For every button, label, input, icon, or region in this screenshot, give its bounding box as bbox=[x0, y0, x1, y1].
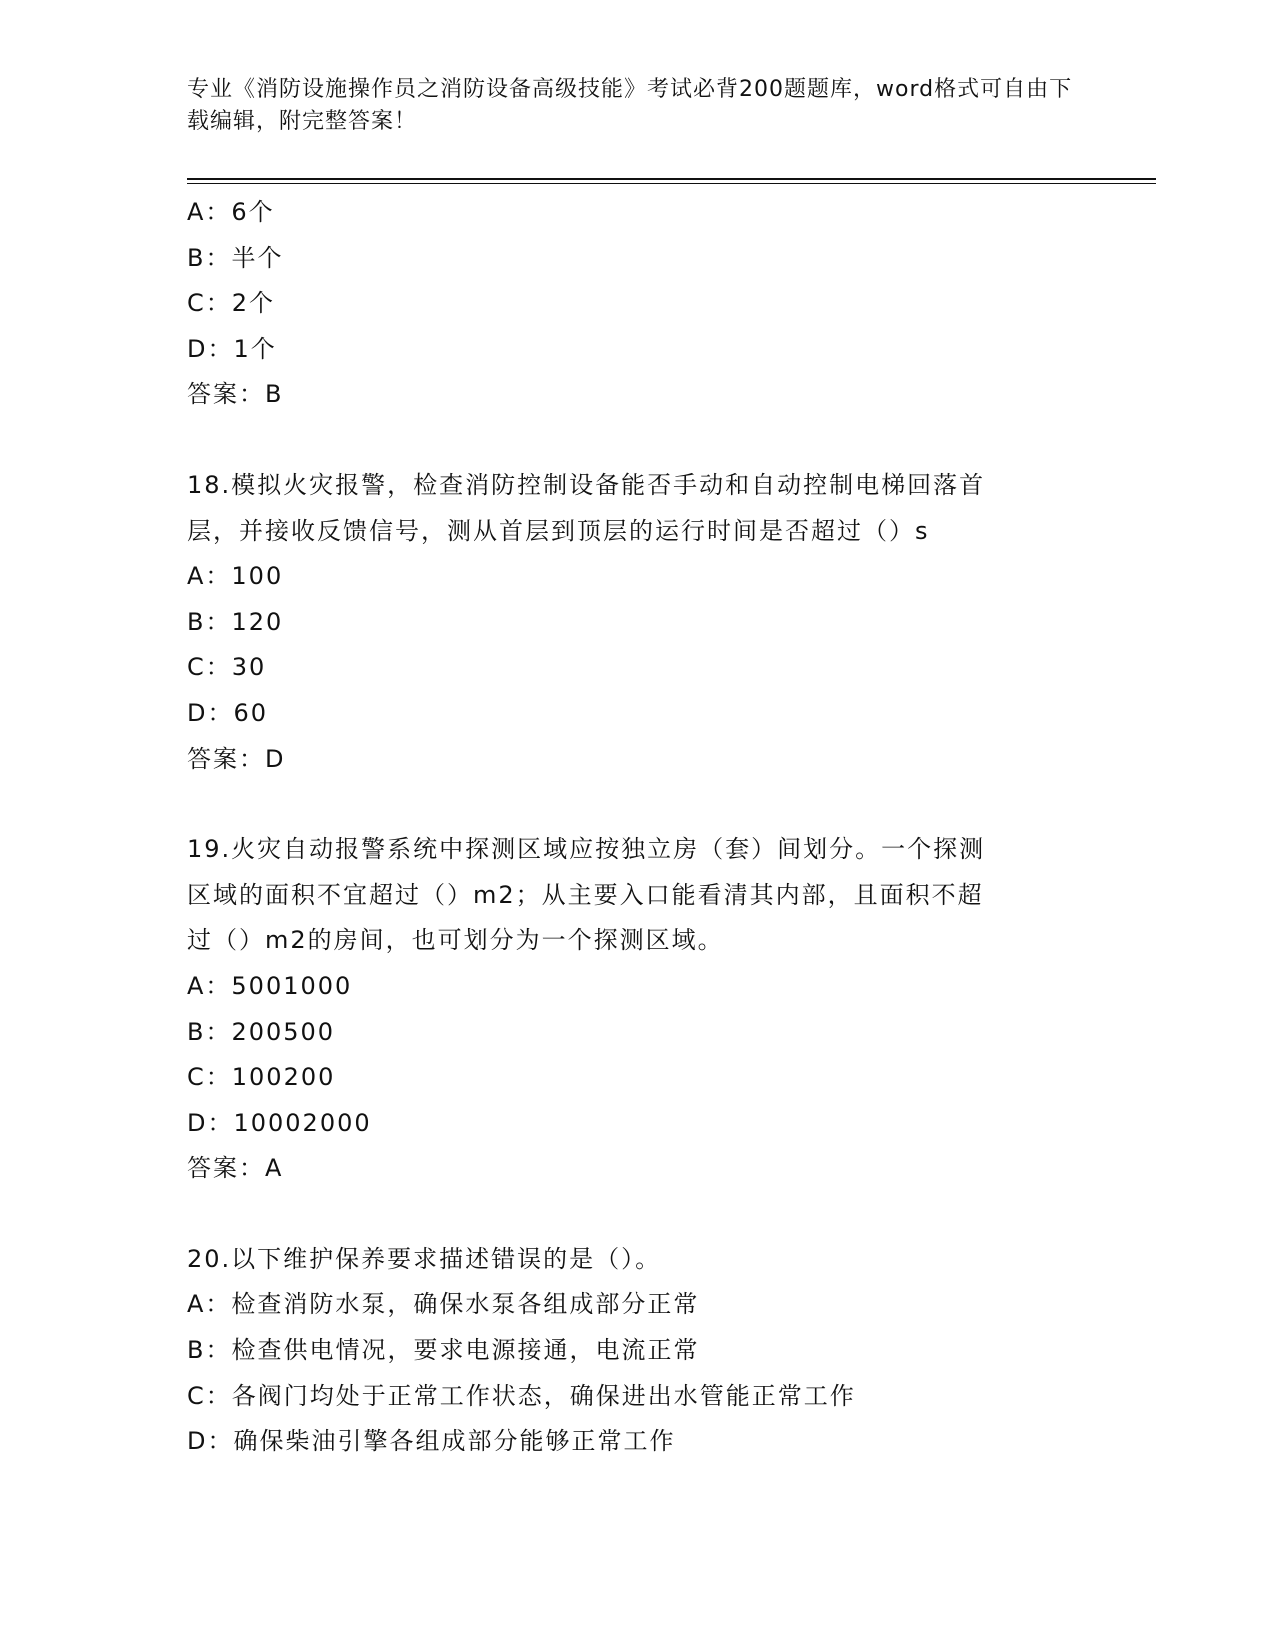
question-stem-line: 层，并接收反馈信号，测从首层到顶层的运行时间是否超过（）s bbox=[187, 516, 930, 545]
header-rule-thick bbox=[187, 178, 1156, 180]
question-stem-line: 19.火灾自动报警系统中探测区域应按独立房（套）间划分。一个探测 bbox=[187, 835, 986, 864]
option-a: A：检查消防水泵，确保水泵各组成部分正常 bbox=[187, 1290, 700, 1319]
option-d: D：1个 bbox=[187, 334, 277, 363]
answer-line: 答案：A bbox=[187, 1154, 284, 1183]
question-content bbox=[187, 190, 1087, 1465]
option-d: D：确保柴油引擎各组成部分能够正常工作 bbox=[187, 1427, 676, 1456]
question-stem-line: 区域的面积不宜超过（）m2；从主要入口能看清其内部，且面积不超 bbox=[187, 880, 984, 909]
question-stem-line: 18.模拟火灾报警，检查消防控制设备能否手动和自动控制电梯回落首 bbox=[187, 470, 986, 499]
prev-question-block bbox=[187, 190, 1087, 418]
question-stem-line: 过（）m2的房间，也可划分为一个探测区域。 bbox=[187, 926, 724, 955]
option-a: A：100 bbox=[187, 562, 284, 591]
question-block-19 bbox=[187, 827, 1087, 1192]
question-stem-line: 20.以下维护保养要求描述错误的是（）。 bbox=[187, 1244, 662, 1273]
question-block-18 bbox=[187, 463, 1087, 782]
option-d: D：60 bbox=[187, 698, 269, 727]
page-header-title: 专业《消防设施操作员之消防设备高级技能》考试必背200题题库，word格式可自由下载编辑，附完整答案！ bbox=[187, 77, 1073, 134]
option-a: A：5001000 bbox=[187, 971, 353, 1000]
header-rule-thin bbox=[187, 183, 1156, 184]
option-b: B：200500 bbox=[187, 1017, 336, 1046]
option-b: B：检查供电情况，要求电源接通，电流正常 bbox=[187, 1336, 700, 1365]
option-c: C：2个 bbox=[187, 289, 276, 318]
answer-line: 答案：B bbox=[187, 380, 284, 409]
option-b: B：半个 bbox=[187, 243, 284, 272]
option-c: C：30 bbox=[187, 653, 267, 682]
option-b: B：120 bbox=[187, 607, 284, 636]
option-d: D：10002000 bbox=[187, 1108, 372, 1137]
option-c: C：各阀门均处于正常工作状态，确保进出水管能正常工作 bbox=[187, 1381, 856, 1410]
option-a: A：6个 bbox=[187, 198, 275, 226]
answer-line: 答案：D bbox=[187, 744, 286, 773]
question-block-20 bbox=[187, 1237, 1087, 1465]
option-c: C：100200 bbox=[187, 1063, 336, 1092]
